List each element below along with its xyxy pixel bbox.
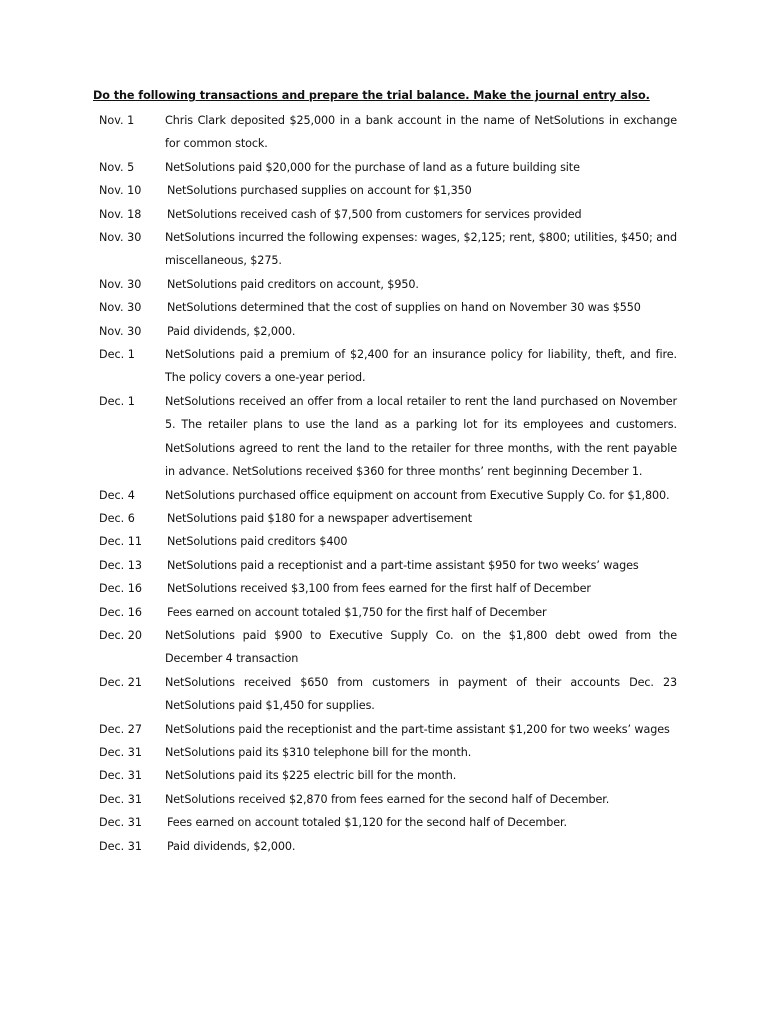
transaction-row bbox=[99, 179, 679, 202]
transaction-description: NetSolutions purchased supplies on account for $1,350 bbox=[167, 184, 472, 198]
transaction-date: Nov. 1 bbox=[99, 114, 135, 127]
transaction-description: NetSolutions paid a receptionist and a part-time assistant $950 for two weeks’ wages bbox=[167, 558, 639, 572]
transaction-date: Nov. 10 bbox=[99, 184, 142, 198]
transaction-date: Nov. 5 bbox=[99, 160, 135, 174]
transaction-row bbox=[99, 554, 679, 577]
transaction-row bbox=[99, 671, 679, 718]
transaction-row bbox=[99, 811, 679, 834]
transaction-description: NetSolutions paid creditors $400 bbox=[167, 535, 348, 549]
transaction-date: Dec. 31 bbox=[99, 792, 142, 806]
transaction-date: Dec. 31 bbox=[99, 745, 142, 759]
transaction-row bbox=[99, 530, 679, 553]
transaction-date: Dec. 16 bbox=[99, 605, 142, 619]
transaction-description: NetSolutions purchased office equipment on account from Executive Supply Co. for $1,800. bbox=[165, 488, 670, 502]
transaction-date: Dec. 31 bbox=[99, 769, 142, 783]
transaction-row bbox=[99, 203, 679, 226]
transaction-description: NetSolutions determined that the cost of supplies on hand on November 30 was $550 bbox=[167, 301, 641, 315]
transaction-description: NetSolutions received cash of $7,500 from customers for services provided bbox=[167, 207, 582, 221]
transaction-row bbox=[99, 624, 679, 671]
transaction-description: NetSolutions incurred the following expenses: wages, $2,125; rent, $800; utilities, $450; and miscellaneous, $275. bbox=[165, 231, 677, 268]
transaction-row bbox=[99, 788, 679, 811]
transaction-row bbox=[99, 273, 679, 296]
transaction-row bbox=[99, 484, 679, 507]
transaction-description: NetSolutions received $3,100 from fees earned for the first half of December bbox=[167, 582, 591, 596]
transaction-row bbox=[99, 601, 679, 624]
transaction-description: NetSolutions paid a premium of $2,400 for an insurance policy for liability, theft, and fire. The policy covers a one-year period. bbox=[165, 348, 677, 385]
transaction-description: Paid dividends, $2,000. bbox=[167, 839, 296, 853]
transaction-description: NetSolutions paid $20,000 for the purchase of land as a future building site bbox=[165, 160, 580, 174]
transaction-date: Dec. 20 bbox=[99, 628, 142, 642]
transaction-row bbox=[99, 577, 679, 600]
transaction-description: Chris Clark deposited $25,000 in a bank account in the name of NetSolutions in exchange for common stock. bbox=[165, 114, 677, 151]
transaction-date: Nov. 30 bbox=[99, 231, 142, 245]
transaction-row bbox=[99, 718, 679, 741]
transaction-date: Dec. 31 bbox=[99, 816, 142, 830]
transaction-row bbox=[99, 343, 679, 390]
transaction-row bbox=[99, 835, 679, 858]
transaction-list bbox=[99, 109, 679, 858]
transaction-date: Nov. 30 bbox=[99, 301, 142, 315]
transaction-date: Nov. 18 bbox=[99, 207, 142, 221]
transaction-row bbox=[99, 320, 679, 343]
transaction-date: Dec. 6 bbox=[99, 511, 135, 525]
assignment-heading: Do the following transactions and prepare the trial balance. Make the journal entry also. bbox=[93, 89, 650, 102]
transaction-description: NetSolutions paid its $310 telephone bill for the month. bbox=[165, 745, 472, 759]
transaction-row bbox=[99, 226, 679, 273]
transaction-date: Dec. 21 bbox=[99, 675, 142, 689]
transaction-description: NetSolutions received an offer from a local retailer to rent the land purchased on November 5. The retailer plans to use the land as a parking lot for its employees and customers. NetSolutions agreed to rent the land to the retailer for three months, with the rent payable in advance. NetSolutions received $360 for three months’ rent beginning December 1. bbox=[165, 394, 677, 479]
transaction-description: NetSolutions paid creditors on account, $950. bbox=[167, 277, 419, 291]
transaction-description: NetSolutions paid its $225 electric bill for the month. bbox=[165, 769, 457, 783]
transaction-date: Dec. 31 bbox=[99, 839, 142, 853]
transaction-row bbox=[99, 764, 679, 787]
transaction-description: NetSolutions received $650 from customers in payment of their accounts Dec. 23 NetSolutions paid $1,450 for supplies. bbox=[165, 675, 677, 713]
transaction-description: Fees earned on account totaled $1,120 for the second half of December. bbox=[167, 816, 567, 830]
transaction-description: NetSolutions paid $180 for a newspaper advertisement bbox=[167, 511, 473, 525]
transaction-date: Dec. 27 bbox=[99, 722, 142, 736]
transaction-date: Dec. 11 bbox=[99, 535, 142, 549]
transaction-description: NetSolutions received $2,870 from fees earned for the second half of December. bbox=[165, 792, 610, 806]
transaction-row bbox=[99, 296, 679, 319]
transaction-date: Dec. 4 bbox=[99, 488, 135, 502]
transaction-date: Dec. 1 bbox=[99, 394, 135, 408]
transaction-description: Paid dividends, $2,000. bbox=[167, 324, 296, 338]
transaction-row bbox=[99, 507, 679, 530]
transaction-row bbox=[99, 390, 679, 484]
transaction-description: NetSolutions paid $900 to Executive Supply Co. on the $1,800 debt owed from the December 4 transaction bbox=[165, 628, 677, 666]
transaction-date: Dec. 1 bbox=[99, 348, 135, 362]
transaction-date: Nov. 30 bbox=[99, 277, 142, 291]
transaction-description: NetSolutions paid the receptionist and the part-time assistant $1,200 for two weeks’ wages bbox=[165, 722, 670, 736]
transaction-date: Nov. 30 bbox=[99, 324, 142, 338]
transaction-row bbox=[99, 109, 679, 156]
transaction-date: Dec. 16 bbox=[99, 582, 142, 596]
transaction-row bbox=[99, 741, 679, 764]
transaction-date: Dec. 13 bbox=[99, 558, 142, 572]
transaction-row bbox=[99, 156, 679, 179]
transaction-description: Fees earned on account totaled $1,750 for the first half of December bbox=[167, 605, 547, 619]
